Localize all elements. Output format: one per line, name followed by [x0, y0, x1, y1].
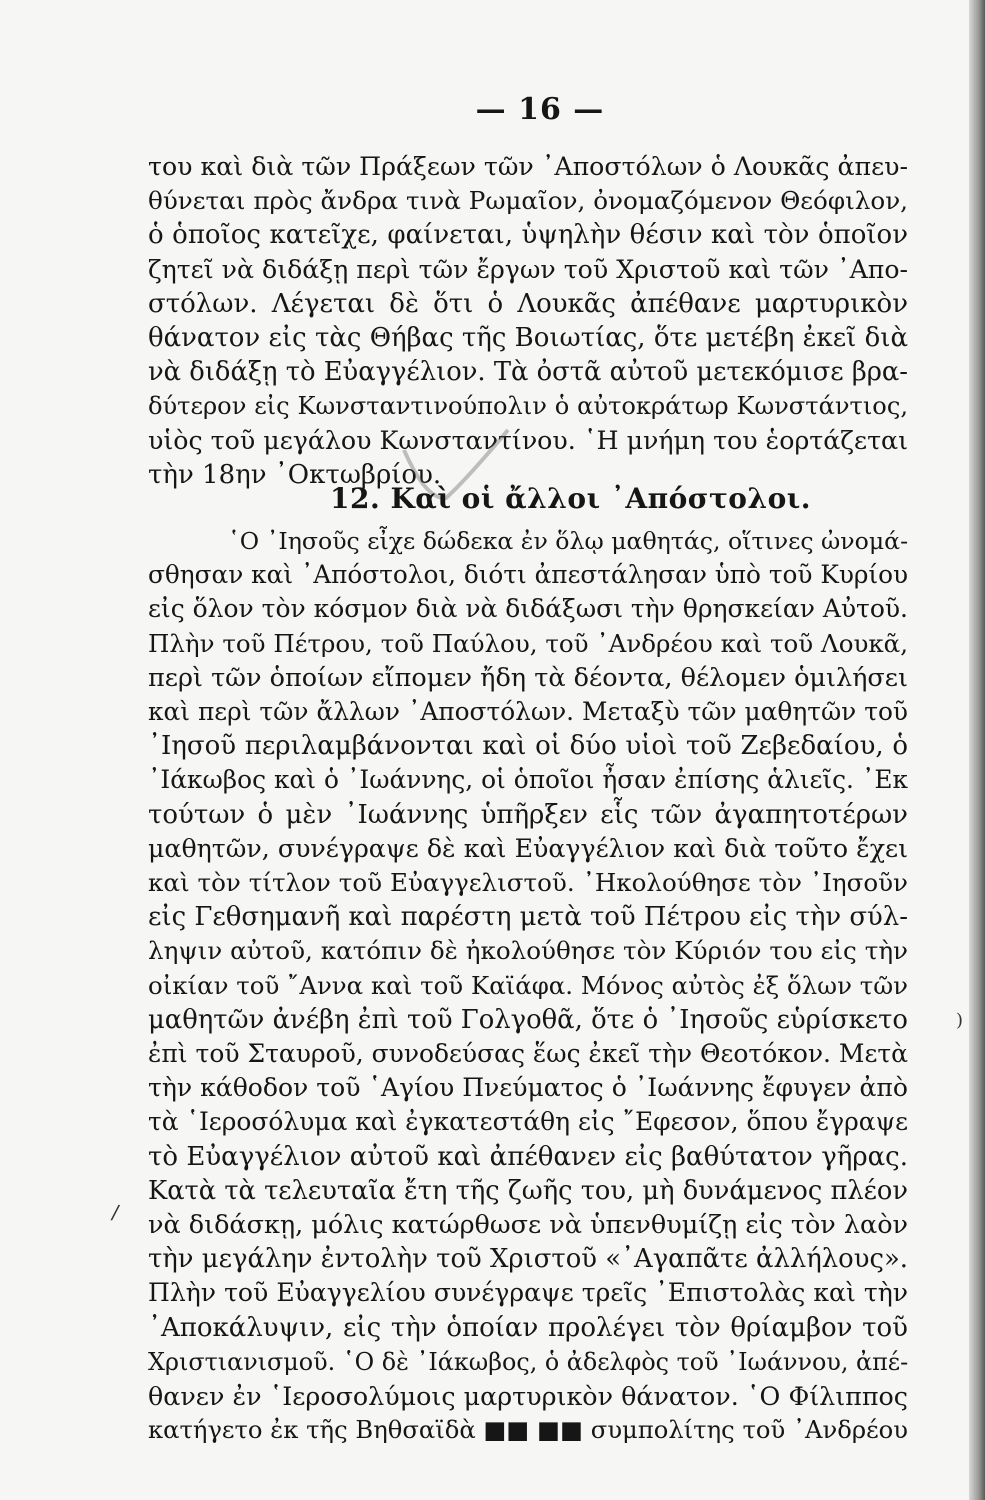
text-line: υἱὸς τοῦ μεγάλου Κωνσταντίνου. ῾Η μνήμη του ἑορτάζεται	[148, 425, 908, 455]
text-line: ῾Ο ᾿Ιησοῦς εἶχε δώδεκα ἐν ὅλῳ μαθητάς, οἵτινες ὠνομά-	[228, 527, 909, 555]
text-line: στόλων. Λέγεται δὲ ὅτι ὁ Λουκᾶς ἀπέθανε μαρτυρικὸν	[148, 288, 908, 319]
page-edge-shadow	[969, 0, 985, 1500]
text-line: θανεν ἐν ῾Ιεροσολύμοις μαρτυρικὸν θάνατον. ῾Ο Φίλιππος	[148, 1381, 908, 1412]
text-line: Κατὰ τὰ τελευταῖα ἔτη τῆς ζωῆς του, μὴ δυνάμενος πλέον	[148, 1175, 908, 1206]
text-line: ληψιν αὐτοῦ, κατόπιν δὲ ἠκολούθησε τὸν Κύριόν του εἰς τὴν	[148, 936, 908, 966]
text-line: Χριστιανισμοῦ. ῾Ο δὲ ᾿Ιάκωβος, ὁ ἀδελφὸς τοῦ ᾿Ιωάννου, ἀπέ-	[148, 1347, 909, 1376]
text-line: νὰ διδάξῃ τὸ Εὐαγγέλιον. Τὰ ὀστᾶ αὐτοῦ μετεκόμισε βρα-	[148, 357, 908, 388]
text-line: μαθητῶν ἀνέβη ἐπὶ τοῦ Γολγοθᾶ, ὅτε ὁ ᾿Ιησοῦς εὑρίσκετο	[148, 1004, 908, 1035]
text-line: τὴν μεγάλην ἐντολὴν τοῦ Χριστοῦ «᾿Αγαπᾶτε ἀλλήλους».	[148, 1244, 908, 1275]
margin-tick-mark: )	[956, 1010, 964, 1031]
text-line: τὴν 18ην ᾿Οκτωβρίου.	[148, 459, 442, 490]
text-line: κατήγετο ἐκ τῆς Βηθσαϊδὰ ■■ ■■ συμπολίτης τοῦ ᾿Ανδρέου	[148, 1415, 908, 1445]
text-line: οἰκίαν τοῦ ῎Αννα καὶ τοῦ Καϊάφα. Μόνος αὐτὸς ἐξ ὅλων τῶν	[148, 970, 908, 1000]
text-line: εἰς ὅλον τὸν κόσμον διὰ νὰ διδάξωσι τὴν θρησκείαν Αὐτοῦ.	[148, 594, 908, 624]
main-paragraph	[148, 524, 908, 1447]
text-line: ἐπὶ τοῦ Σταυροῦ, συνοδεύσας ἕως ἐκεῖ τὴν Θεοτόκον. Μετὰ	[148, 1039, 908, 1069]
text-line: ὁ ὁποῖος κατεῖχε, φαίνεται, ὑψηλὴν θέσιν καὶ τὸν ὁποῖον	[148, 220, 908, 251]
text-line: Πλὴν τοῦ Εὐαγγελίου συνέγραψε τρεῖς ᾿Επιστολὰς καὶ τὴν	[148, 1278, 908, 1308]
text-line: περὶ τῶν ὁποίων εἴπομεν ἤδη τὰ δέοντα, θέλομεν ὁμιλήσει	[148, 662, 908, 693]
text-line: ᾿Ιησοῦ περιλαμβάνονται καὶ οἱ δύο υἱοὶ τοῦ Ζεβεδαίου, ὁ	[148, 731, 908, 762]
text-line: δύτερον εἰς Κωνσταντινούπολιν ὁ αὐτοκράτωρ Κωνστάντιος,	[148, 392, 908, 421]
text-line: του καὶ διὰ τῶν Πράξεων τῶν ᾿Αποστόλων ὁ Λουκᾶς ἀπευ-	[148, 152, 908, 181]
text-line: νὰ διδάσκῃ, μόλις κατώρθωσε νὰ ὑπενθυμίζῃ εἰς τὸν λαὸν	[148, 1210, 908, 1241]
page-number: — 16 —	[475, 92, 605, 127]
text-line: τούτων ὁ μὲν ᾿Ιωάννης ὑπῆρξεν εἷς τῶν ἀγαπητοτέρων	[148, 799, 908, 830]
text-line: καὶ περὶ τῶν ἄλλων ᾿Αποστόλων. Μεταξὺ τῶν μαθητῶν τοῦ	[148, 697, 908, 727]
text-line: Πλὴν τοῦ Πέτρου, τοῦ Παύλου, τοῦ ᾿Ανδρέου καὶ τοῦ Λουκᾶ,	[148, 628, 908, 658]
text-line: καὶ τὸν τίτλον τοῦ Εὐαγγελιστοῦ. ᾿Ηκολούθησε τὸν ᾿Ιησοῦν	[148, 868, 908, 898]
text-line: εἰς Γεθσημανῆ καὶ παρέστη μετὰ τοῦ Πέτρου εἰς τὴν σύλ-	[148, 902, 908, 933]
text-line: ζητεῖ νὰ διδάξῃ περὶ τῶν ἔργων τοῦ Χριστοῦ καὶ τῶν ᾿Απο-	[148, 254, 908, 284]
text-line: μαθητῶν, συνέγραψε δὲ καὶ Εὐαγγέλιον καὶ διὰ τοῦτο ἔχει	[148, 833, 908, 863]
text-line: τὴν κάθοδον τοῦ ῾Αγίου Πνεύματος ὁ ᾿Ιωάννης ἔφυγεν ἀπὸ	[148, 1073, 908, 1103]
text-line: τὰ ῾Ιεροσόλυμα καὶ ἐγκατεστάθη εἰς ῎Εφεσον, ὅπου ἔγραψε	[148, 1107, 909, 1137]
text-line: ᾿Ιάκωβος καὶ ὁ ᾿Ιωάννης, οἱ ὁποῖοι ἦσαν ἐπίσης ἁλιεῖς. ᾿Εκ	[148, 765, 908, 795]
intro-paragraph	[148, 150, 908, 492]
text-line: θύνεται πρὸς ἄνδρα τινὰ Ρωμαῖον, ὀνομαζόμενον Θεόφιλον,	[148, 186, 908, 216]
margin-slash-mark: /	[109, 1199, 121, 1225]
text-line: ᾿Αποκάλυψιν, εἰς τὴν ὁποίαν προλέγει τὸν θρίαμβον τοῦ	[148, 1312, 908, 1343]
text-line: τὸ Εὐαγγέλιον αὐτοῦ καὶ ἀπέθανεν εἰς βαθύτατον γῆρας.	[148, 1141, 908, 1172]
text-line: σθησαν καὶ ᾿Απόστολοι, διότι ἀπεστάλησαν ὑπὸ τοῦ Κυρίου	[148, 560, 909, 590]
text-line: θάνατον εἰς τὰς Θήβας τῆς Βοιωτίας, ὅτε μετέβη ἐκεῖ διὰ	[148, 323, 908, 354]
section-heading: 12. Καὶ οἱ ἄλλοι ᾿Απόστολοι.	[330, 482, 812, 515]
